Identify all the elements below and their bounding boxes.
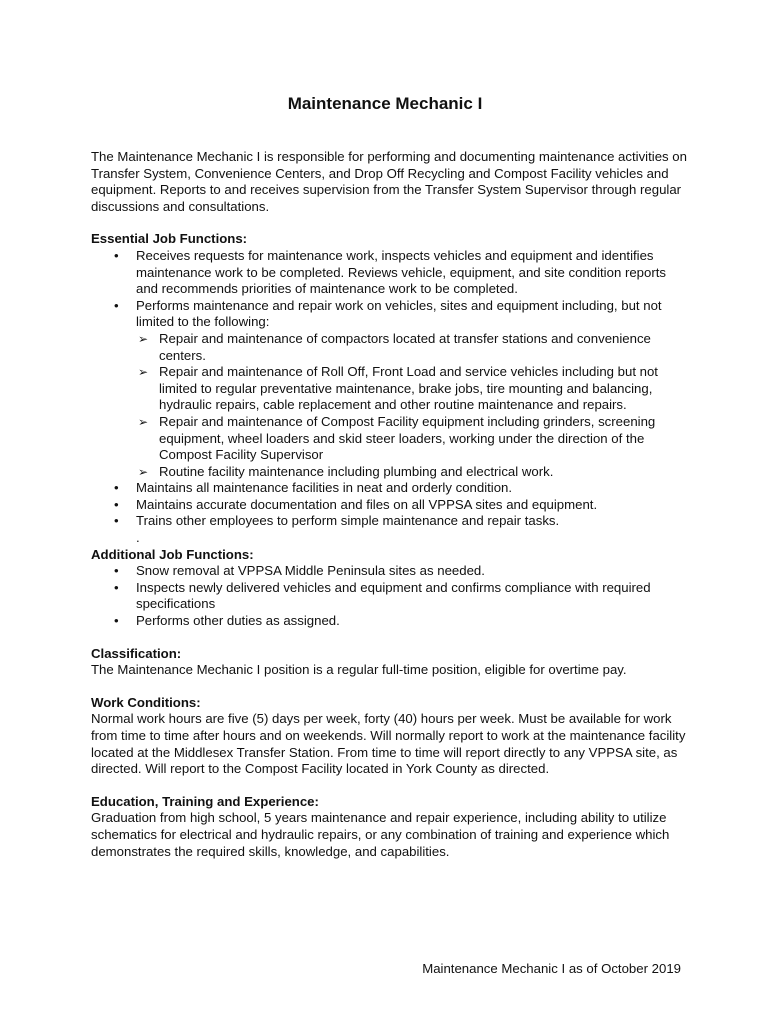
list-item: • Maintains all maintenance facilities in neat and orderly condition. [91,480,687,497]
page-title: Maintenance Mechanic I [287,94,483,113]
sub-list-item: ➢ Routine facility maintenance including plumbing and electrical work. [136,464,687,481]
list-item: • Inspects newly delivered vehicles and equipment and confirms compliance with required specifications [91,580,687,613]
page-footer: Maintenance Mechanic I as of October 2019 [422,961,681,976]
work-conditions-heading: Work Conditions: [91,694,201,710]
spacer [91,679,687,695]
additional-functions-heading: Additional Job Functions: [91,546,254,562]
list-item: • Performs other duties as assigned. [91,613,687,630]
sub-list-item: ➢ Repair and maintenance of Compost Facility equipment including grinders, screening equipment, wheel loaders and skid steer loaders, working under the direction of the Compost Facility Supervisor [136,414,687,464]
list-item: • Trains other employees to perform simple maintenance and repair tasks. [91,513,687,530]
sub-list-item: ➢ Repair and maintenance of Roll Off, Front Load and service vehicles including but not limited to regular preventative maintenance, brake jobs, tire mounting and balancing, hydraulic repairs, cable replacement and other routine maintenance and repairs. [136,364,687,414]
essential-functions-heading: Essential Job Functions: [91,231,248,247]
education-heading: Education, Training and Experience: [91,793,319,809]
classification-heading: Classification: [91,645,182,661]
spacer [91,215,687,231]
education-text: Graduation from high school, 5 years maintenance and repair experience, including ability to utilize schematics for electrical and hydraulic repairs, or any combination of training and experience which demonstrates the required skills, knowledge, and capabilities. [91,810,670,859]
list-item [91,298,687,481]
document-body [91,149,687,860]
list-item: • Receives requests for maintenance work, inspects vehicles and equipment and identifies maintenance work to be completed. Reviews vehicle, equipment, and site condition reports and recommends priorities of maintenance work to be completed. [91,248,687,298]
list-item: • Snow removal at VPPSA Middle Peninsula sites as needed. [91,563,687,580]
spacer [91,778,687,794]
work-conditions-text: Normal work hours are five (5) days per week, forty (40) hours per week. Must be available for work from time to time after hours and on weekends. Will normally report to work at the maintenance facility located at the Middlesex Transfer Station. From time to time will report directly to any VPPSA site, as directed. Will report to the Compost Facility located in York County as directed. [91,711,686,777]
classification-text: The Maintenance Mechanic I position is a regular full-time position, eligible for overtime pay. [91,662,627,678]
trailing-dot: . [136,530,140,546]
intro-paragraph: The Maintenance Mechanic I is responsible for performing and documenting maintenance activities on Transfer System, Convenience Centers, and Drop Off Recycling and Compost Facility vehicles and equipment. Reports to and receives supervision from the Transfer System Supervisor through regular discussions and consultations. [91,149,687,214]
essential-functions-list [91,248,687,530]
additional-functions-list [91,563,687,629]
sub-list [136,331,687,480]
list-item-text: Performs maintenance and repair work on vehicles, sites and equipment including, but not limited to the following: [136,297,662,330]
sub-list-item: ➢ Repair and maintenance of compactors located at transfer stations and convenience centers. [136,331,687,364]
list-item: • Maintains accurate documentation and files on all VPPSA sites and equipment. [91,497,687,514]
spacer [91,630,687,646]
